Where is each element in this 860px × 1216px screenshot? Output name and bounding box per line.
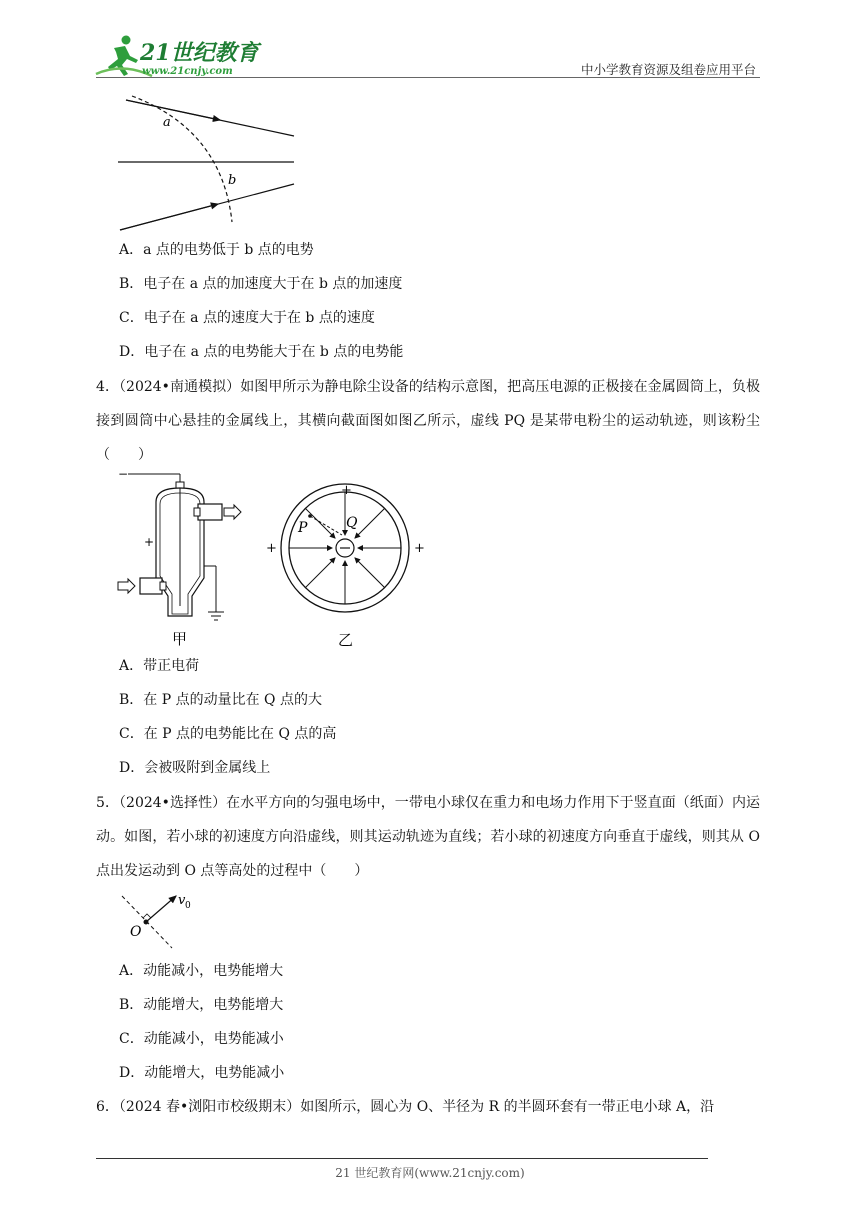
logo-main-text: 21世纪教育 (140, 40, 259, 66)
label-b: b (228, 173, 237, 188)
q3-option-d: D．电子在 a 点的电势能大于在 b 点的电势能 (119, 344, 404, 360)
page-header (0, 0, 860, 80)
footer-divider (96, 1158, 708, 1159)
q5-stem: 5．（2024•选择性）在水平方向的匀强电场中，一带电小球仅在重力和电场力作用下于竖直面（纸面）内运动。如图，若小球的初速度方向沿虚线，则其运动轨迹为直线；若小球的初速度方向垂直于虚线，则其从 O 点出发运动到 O 点等高处的过程中（ ） (96, 795, 760, 879)
logo-url-text: www.21cnjy.com (142, 66, 233, 77)
q3-figure (112, 90, 302, 232)
q4-figure-yi (262, 480, 432, 650)
q5-figure (114, 888, 204, 952)
plus-left: + (266, 541, 277, 556)
q4-option-a: A．带正电荷 (119, 658, 200, 674)
q4-stem: 4．（2024•南通模拟）如图甲所示为静电除尘设备的结构示意图，把高压电源的正极接在金属圆筒上，负极接到圆筒中心悬挂的金属线上，其横向截面图如图乙所示，虚线 PQ 是某带电粉尘的运动轨迹，则该粉尘（ ） (96, 379, 760, 463)
q5-option-a: A．动能减小，电势能增大 (119, 963, 284, 979)
label-o: O (130, 924, 142, 940)
q4-figure-jia (114, 466, 254, 648)
q5-option-b: B．动能增大，电势能增大 (119, 997, 284, 1013)
label-jia: 甲 (172, 630, 188, 648)
label-v: v (178, 893, 186, 908)
minus-terminal: − (118, 467, 129, 481)
label-a: a (163, 115, 171, 130)
label-q: Q (346, 515, 358, 531)
header-divider (96, 77, 760, 78)
footer-text: 21 世纪教育网(www.21cnjy.com) (335, 1166, 525, 1180)
plus-terminal: + (144, 535, 155, 549)
q3-option-c: C．电子在 a 点的速度大于在 b 点的速度 (119, 310, 375, 326)
electron-trajectory (132, 96, 232, 222)
q5-option-c: C．动能减小，电势能减小 (119, 1031, 284, 1047)
ground-icon (208, 612, 224, 620)
q6-stem: 6．（2024 春•浏阳市校级期末）如图所示，圆心为 O、半径为 R 的半圆环套有一带正电小球 A，沿 (96, 1099, 715, 1115)
plus-right: + (414, 541, 425, 556)
q4-option-d: D．会被吸附到金属线上 (119, 760, 271, 776)
q3-option-a: A．a 点的电势低于 b 点的电势 (119, 242, 314, 258)
logo (92, 34, 262, 80)
plus-top: + (341, 483, 352, 498)
platform-name: 中小学教育资源及组卷应用平台 (580, 62, 756, 77)
label-p: P (298, 520, 308, 536)
label-v-sub: 0 (185, 901, 191, 911)
q4-option-b: B．在 P 点的动量比在 Q 点的大 (119, 692, 322, 708)
velocity-arrow (146, 896, 176, 922)
label-yi: 乙 (338, 631, 354, 649)
trajectory-pq (310, 516, 342, 535)
q5-option-d: D．动能增大，电势能减小 (119, 1065, 285, 1081)
q4-option-c: C．在 P 点的电势能比在 Q 点的高 (119, 726, 337, 742)
q3-option-b: B．电子在 a 点的加速度大于在 b 点的加速度 (119, 276, 403, 292)
